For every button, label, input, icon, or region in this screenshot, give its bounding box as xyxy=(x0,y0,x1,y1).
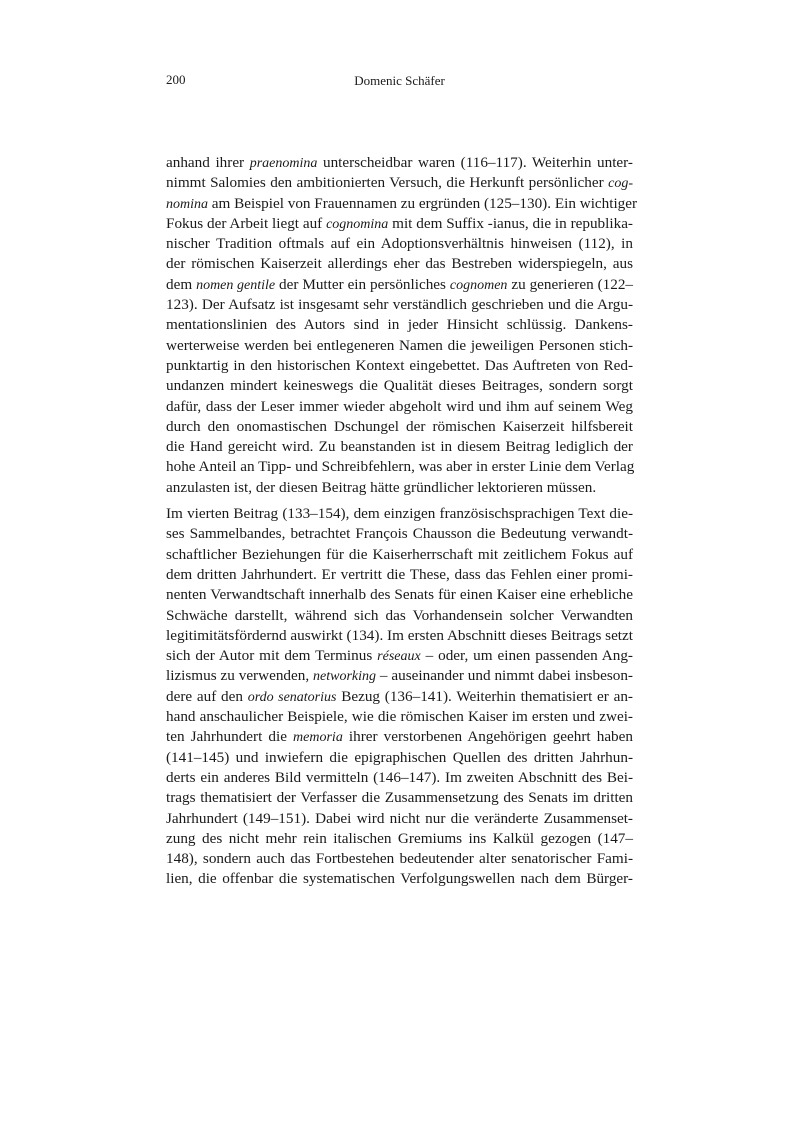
text-run: legitimitätsfördernd auswirkt (134). Im ersten Abschnitt dieses Beitrags setzt xyxy=(166,626,633,644)
text-line xyxy=(166,295,633,315)
text-line xyxy=(166,666,633,686)
text-run: – oder, um einen passenden Ang- xyxy=(420,647,633,665)
text-line xyxy=(166,214,633,234)
text-line xyxy=(166,478,633,498)
text-line xyxy=(166,829,633,849)
text-line xyxy=(166,849,633,869)
text-run: (141–145) und inwiefern die epigraphischen Quellen des dritten Jahrhun- xyxy=(166,748,633,766)
text-run: undanzen mindert keineswegs die Qualität dieses Beitrages, sondern sorgt xyxy=(166,377,633,395)
text-run: punktartig in den historischen Kontext eingebettet. Das Auftreten von Red- xyxy=(166,356,633,374)
text-line xyxy=(166,234,633,254)
text-line xyxy=(166,788,633,808)
text-line xyxy=(166,397,633,417)
text-run: unterscheidbar waren (116–117). Weiterhin unter- xyxy=(317,154,633,171)
italic-term: cognomen xyxy=(449,277,508,293)
text-line xyxy=(166,869,633,889)
text-line xyxy=(166,194,638,214)
text-run: trags thematisiert der Verfasser die Zusammensetzung des Senats im dritten xyxy=(166,789,633,807)
text-line xyxy=(166,153,633,173)
text-run: am Beispiel von Frauennamen zu ergründen (125–130). Ein wichtiger xyxy=(208,194,638,212)
text-run: mit dem Suffix -ianus, die in republika- xyxy=(388,214,633,232)
text-line xyxy=(166,457,633,477)
italic-term: réseaux xyxy=(377,649,421,665)
text-line xyxy=(166,626,633,646)
body-text xyxy=(166,153,638,890)
text-line xyxy=(166,585,633,605)
text-line xyxy=(166,707,633,727)
text-run: 148), sondern auch das Fortbestehen bedeutender alter senatorischer Fami- xyxy=(166,850,633,868)
text-line xyxy=(166,524,633,544)
text-line xyxy=(166,768,633,788)
text-line xyxy=(166,687,633,707)
text-line xyxy=(166,336,633,356)
italic-term: networking xyxy=(313,669,377,685)
text-line xyxy=(166,545,633,565)
text-line xyxy=(166,504,633,524)
paragraph xyxy=(166,504,633,890)
text-run: Fokus der Arbeit liegt auf xyxy=(166,214,327,232)
text-line xyxy=(166,356,633,376)
text-run: anzulasten ist, der diesen Beitrag hätte gründlicher lektorieren müssen. xyxy=(166,478,597,496)
text-line xyxy=(166,727,633,747)
text-run: dem xyxy=(166,275,197,293)
text-line xyxy=(166,173,633,193)
text-run: nimmt Salomies den ambitionierten Versuch, die Herkunft persönlicher xyxy=(166,174,609,192)
text-run: der Mutter ein persönliches xyxy=(275,275,450,293)
text-run: ses Sammelbandes, betrachtet François Chausson die Bedeutung verwandt- xyxy=(166,525,633,543)
text-line xyxy=(166,417,633,437)
italic-term: nomen gentile xyxy=(196,277,276,293)
text-run: ihrer verstorbenen Angehörigen geehrt haben xyxy=(342,728,633,746)
text-run: 123). Der Aufsatz ist insgesamt sehr verständlich geschrieben und die Argu- xyxy=(166,296,633,314)
text-line xyxy=(166,646,633,666)
text-line xyxy=(166,437,633,457)
text-run: hand anschaulicher Beispiele, wie die römischen Kaiser im ersten und zwei- xyxy=(166,708,633,726)
italic-term: nomina xyxy=(166,196,208,212)
text-run: Jahrhundert (149–151). Dabei wird nicht nur die veränderte Zusammenset- xyxy=(166,809,633,827)
text-run: nenten Verwandtschaft innerhalb des Senats für einen Kaiser eine erhebliche xyxy=(166,586,633,604)
text-run: Bezug (136–141). Weiterhin thematisiert er an- xyxy=(336,687,633,705)
text-run: Schwäche darstellt, während sich das Vorhandensein solcher Verwandten xyxy=(166,606,633,624)
text-run: – auseinander und nimmt dabei insbeson- xyxy=(376,667,633,685)
text-run: Im vierten Beitrag (133–154), dem einzigen französischsprachigen Text die- xyxy=(166,505,633,523)
text-run: dem dritten Jahrhundert. Er vertritt die These, dass das Fehlen einer promi- xyxy=(166,565,633,583)
text-run: mentationslinien des Autors sind in jeder Hinsicht schlüssig. Dankens- xyxy=(166,316,633,334)
text-line xyxy=(166,565,633,585)
italic-term: ordo senatorius xyxy=(247,689,337,705)
text-line xyxy=(166,254,633,274)
text-run: lizismus zu verwenden, xyxy=(166,667,314,685)
text-run: lien, die offenbar die systematischen Verfolgungswellen nach dem Bürger- xyxy=(166,870,633,888)
text-run: derts ein anderes Bild vermitteln (146–147). Im zweiten Abschnitt des Bei- xyxy=(166,768,633,786)
text-run: durch den onomastischen Dschungel der römischen Kaiserzeit hilfsbereit xyxy=(166,417,633,435)
text-line xyxy=(166,315,633,335)
text-run: werterweise werden bei entlegeneren Namen die jeweiligen Personen stich- xyxy=(166,336,633,354)
text-run: sich der Autor mit dem Terminus xyxy=(166,647,378,665)
text-run: schaftlicher Beziehungen für die Kaiserherrschaft mit zeitlichem Fokus auf xyxy=(166,545,633,563)
text-run: die Hand gereicht wird. Zu beanstanden ist in diesem Beitrag lediglich der xyxy=(166,438,633,456)
italic-term: cog- xyxy=(608,176,633,192)
text-run: zu generieren (122– xyxy=(507,275,634,293)
text-run: dafür, dass der Leser immer wieder abgeholt wird und ihm auf seinem Weg xyxy=(166,397,633,415)
text-run: hohe Anteil an Tipp- und Schreibfehlern, was aber in erster Linie dem Verlag xyxy=(166,458,635,476)
text-run: nischer Tradition oftmals auf ein Adoptionsverhältnis hinweisen (112), in xyxy=(166,235,633,253)
running-head-author: Domenic Schäfer xyxy=(354,73,445,88)
page-number: 200 xyxy=(166,72,186,87)
italic-term: memoria xyxy=(293,730,343,746)
text-run: anhand ihrer xyxy=(166,154,250,171)
text-run: zung des nicht mehr rein italischen Gremiums ins Kalkül gezogen (147– xyxy=(166,829,633,847)
text-line xyxy=(166,606,633,626)
text-line xyxy=(166,809,633,829)
paragraph xyxy=(166,153,638,498)
text-run: der römischen Kaiserzeit allerdings eher das Bestreben widerspiegeln, aus xyxy=(166,255,633,273)
text-line xyxy=(166,748,633,768)
text-run: ten Jahrhundert die xyxy=(166,728,294,746)
text-line xyxy=(166,376,633,396)
italic-term: praenomina xyxy=(249,156,318,171)
text-line xyxy=(166,275,633,295)
italic-term: cognomina xyxy=(326,216,389,232)
text-run: dere auf den xyxy=(166,687,248,705)
